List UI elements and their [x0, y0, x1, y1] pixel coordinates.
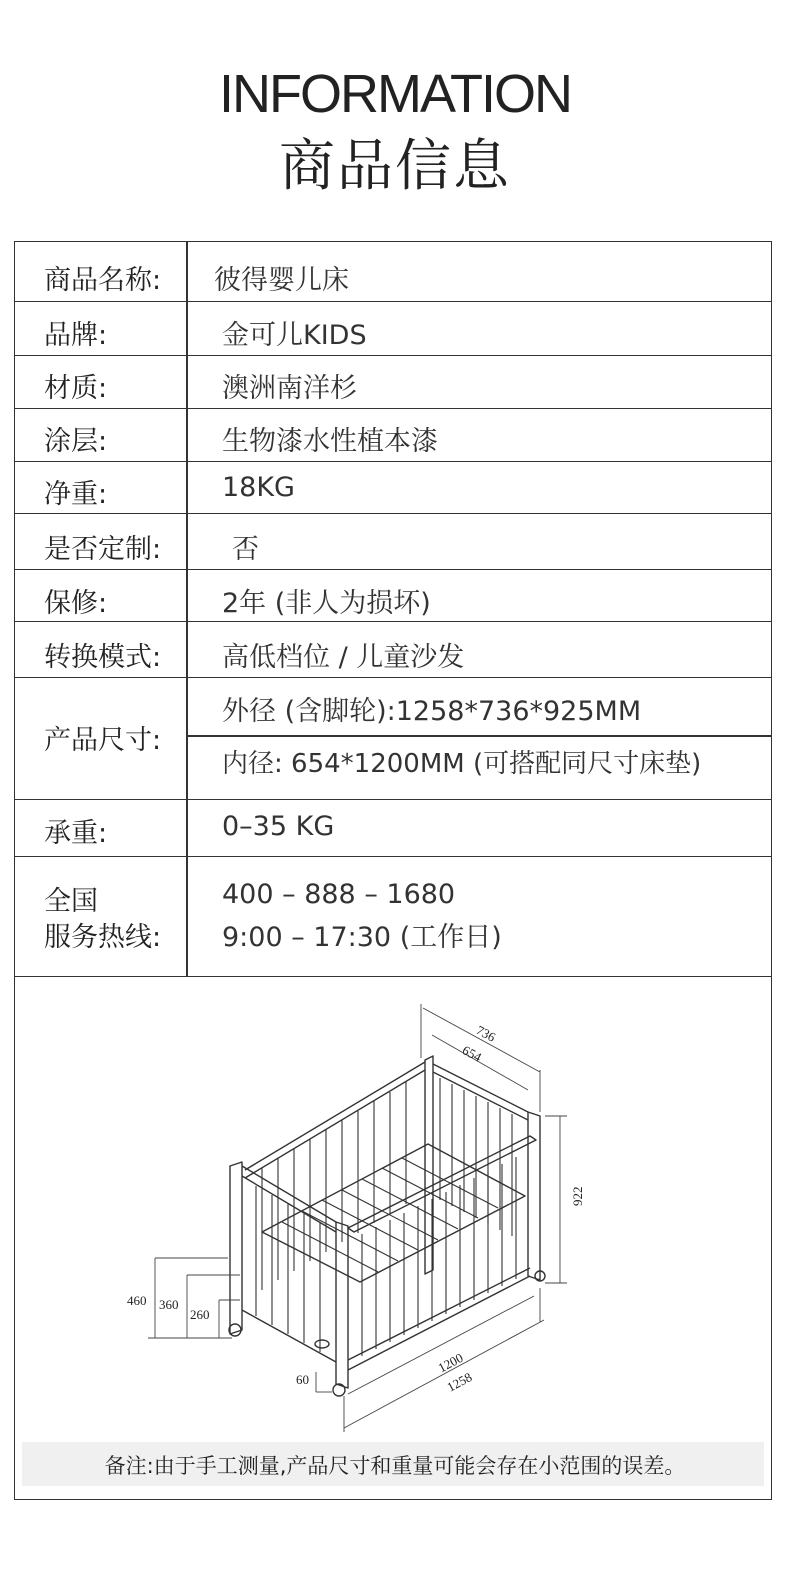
value-hotline-hours: 9:00 – 17:30 (工作日) [222, 922, 502, 953]
value-hotline-phone: 400 – 888 – 1680 [222, 879, 456, 910]
dim-922: 922 [570, 1186, 585, 1206]
dim-654: 654 [459, 1042, 485, 1065]
label-material: 材质: [44, 373, 108, 404]
value-custom: 否 [232, 534, 259, 565]
label-brand: 品牌: [44, 320, 108, 351]
value-weight: 18KG [222, 472, 295, 503]
label-custom: 是否定制: [44, 534, 162, 565]
value-coating: 生物漆水性植本漆 [222, 426, 438, 457]
dim-736: 736 [473, 1022, 499, 1045]
value-brand: 金可儿KIDS [222, 320, 367, 351]
dim-360: 360 [159, 1297, 179, 1312]
label-warranty: 保修: [44, 588, 108, 619]
title-english: INFORMATION [219, 64, 571, 124]
label-load: 承重: [44, 818, 108, 849]
dim-260: 260 [190, 1307, 210, 1322]
label-size: 产品尺寸: [44, 725, 162, 756]
value-warranty: 2年 (非人为损坏) [222, 588, 431, 619]
label-mode: 转换模式: [44, 642, 162, 673]
title-chinese: 商品信息 [279, 134, 511, 199]
dim-1258: 1258 [444, 1369, 475, 1395]
value-name: 彼得婴儿床 [214, 265, 349, 296]
label-name: 商品名称: [44, 265, 162, 296]
value-size-outer: 外径 (含脚轮):1258*736*925MM [222, 696, 642, 727]
value-mode: 高低档位 / 儿童沙发 [222, 642, 465, 673]
label-weight: 净重: [44, 479, 108, 510]
note-text: 备注:由于手工测量,产品尺寸和重量可能会存在小范围的误差。 [104, 1454, 686, 1478]
dim-60: 60 [296, 1372, 309, 1387]
dim-460: 460 [127, 1293, 147, 1308]
label-hotline-1: 全国 [44, 886, 98, 917]
label-hotline-2: 服务热线: [44, 922, 162, 953]
dim-1200: 1200 [435, 1349, 466, 1376]
value-size-inner: 内径: 654*1200MM (可搭配同尺寸床垫) [222, 749, 702, 779]
value-material: 澳洲南洋杉 [222, 373, 357, 404]
label-coating: 涂层: [44, 426, 108, 457]
value-load: 0–35 KG [222, 811, 335, 842]
